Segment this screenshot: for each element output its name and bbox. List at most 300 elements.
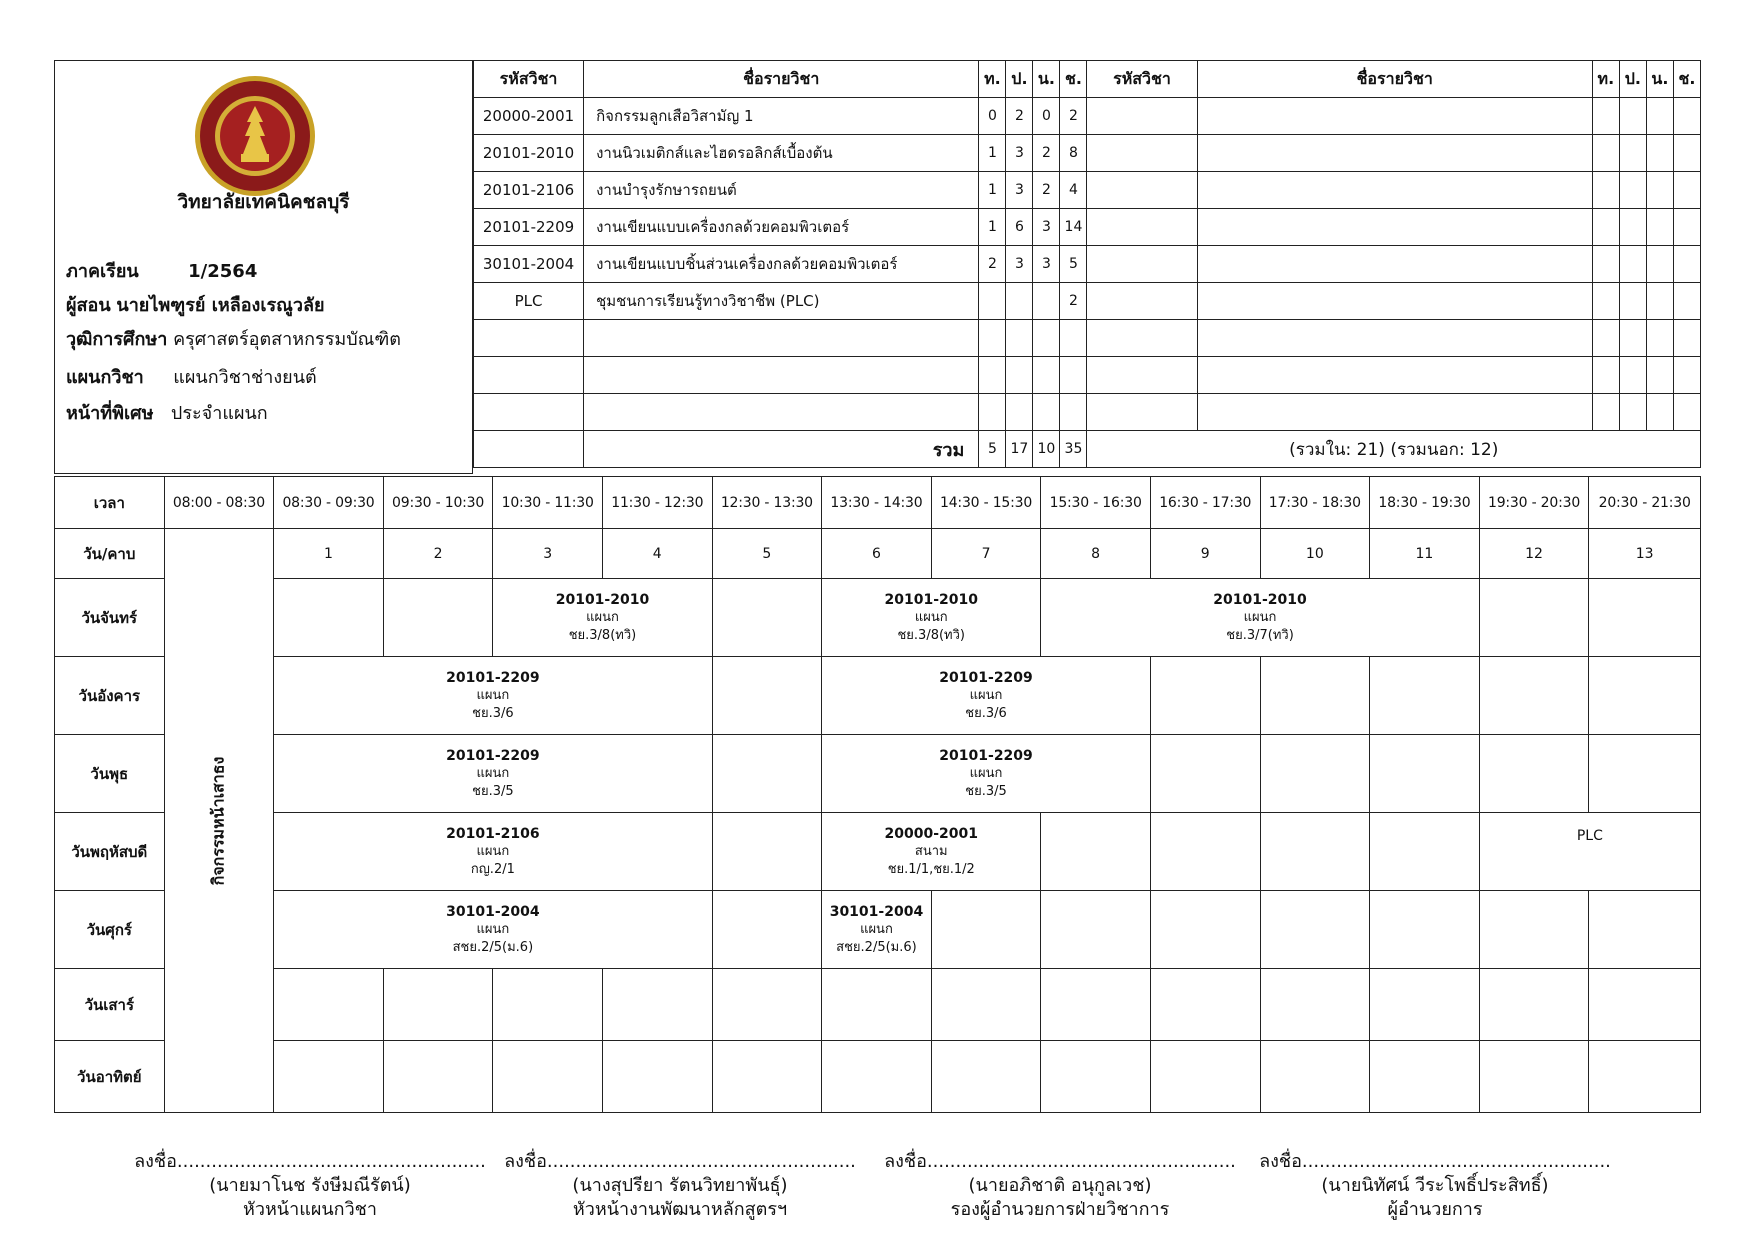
empty-slot: [1260, 813, 1370, 891]
empty-cell: [1087, 98, 1197, 135]
term-value: 1/2564: [188, 261, 258, 282]
empty-slot: [931, 1041, 1041, 1113]
empty-cell: [1006, 357, 1033, 394]
period-number: 8: [1041, 529, 1151, 579]
class-block: [274, 813, 712, 891]
empty-slot: [712, 813, 822, 891]
header-name-2: ชื่อรายวิชา: [1197, 61, 1592, 98]
empty-cell: [1619, 320, 1646, 357]
empty-cell: [1592, 357, 1619, 394]
empty-cell: [474, 357, 584, 394]
empty-cell: [1087, 209, 1197, 246]
subject-name: กิจกรรมลูกเสือวิสามัญ 1: [584, 98, 979, 135]
empty-slot: [712, 657, 822, 735]
signatory-title: รองผู้อำนวยการฝ่ายวิชาการ: [950, 1199, 1170, 1220]
empty-slot: [493, 1041, 603, 1113]
period-number: 10: [1260, 529, 1370, 579]
subject-code: 20101-2010: [474, 135, 584, 172]
day-row-monday: [55, 579, 1701, 657]
class-group: ชย.3/5: [965, 783, 1007, 799]
empty-cell: [1646, 320, 1673, 357]
signature-block: [870, 1150, 1250, 1222]
class-code: 30101-2004: [829, 903, 924, 920]
signatory-title: หัวหน้างานพัฒนาหลักสูตรฯ: [572, 1199, 788, 1220]
period-label: วัน/คาบ: [55, 529, 165, 579]
signature-line: ลงชื่อ......................................................: [1259, 1151, 1611, 1172]
empty-cell: [1646, 209, 1673, 246]
empty-slot: [493, 969, 603, 1041]
empty-slot: [1479, 969, 1589, 1041]
empty-slot: [712, 579, 822, 657]
empty-slot: [931, 969, 1041, 1041]
period-number: 13: [1589, 529, 1701, 579]
class-group: ชย.3/8(ทวิ): [568, 627, 637, 643]
empty-slot: [1260, 1041, 1370, 1113]
subject-n: 3: [1033, 209, 1060, 246]
class-group: สชย.2/5(ม.6): [452, 939, 534, 955]
class-code: 20101-2106: [446, 825, 540, 842]
time-slot: 14:30 - 15:30: [931, 477, 1041, 529]
class-code: 20101-2010: [884, 591, 978, 608]
header-code-2: รหัสวิชา: [1087, 61, 1197, 98]
empty-cell: [1087, 320, 1197, 357]
period-number: 4: [602, 529, 712, 579]
subject-ch: 8: [1060, 135, 1087, 172]
header-t-2: ท.: [1592, 61, 1619, 98]
term-label: ภาคเรียน: [66, 261, 139, 282]
class-room: แผนก: [1243, 609, 1277, 625]
empty-cell: [474, 394, 584, 431]
empty-cell: [1673, 98, 1700, 135]
day-label: วันอาทิตย์: [55, 1041, 165, 1113]
subject-row: [474, 283, 1701, 320]
empty-cell: [1592, 135, 1619, 172]
subject-code: PLC: [474, 283, 584, 320]
empty-slot: [822, 969, 932, 1041]
subject-ch: 4: [1060, 172, 1087, 209]
subject-ch: 14: [1060, 209, 1087, 246]
empty-cell: [584, 394, 979, 431]
empty-slot: [1150, 813, 1260, 891]
class-group: ชย.3/6: [965, 705, 1007, 721]
day-label: วันจันทร์: [55, 579, 165, 657]
empty-cell: [1619, 283, 1646, 320]
class-code: 20101-2209: [446, 747, 540, 764]
day-row-sunday: [55, 1041, 1701, 1113]
empty-slot: [274, 579, 384, 657]
term-row: [66, 256, 257, 285]
morning-activity: กิจกรรมหน้าเสาธง: [208, 756, 228, 885]
class-block-plc: [1479, 813, 1700, 891]
header-ch-2: ช.: [1673, 61, 1700, 98]
class-code: 20101-2010: [555, 591, 650, 608]
subject-t: 1: [979, 209, 1006, 246]
period-number: 2: [383, 529, 493, 579]
empty-cell: [1087, 394, 1197, 431]
period-number: 6: [822, 529, 932, 579]
period-number: 12: [1479, 529, 1589, 579]
totals-row: [474, 431, 1701, 468]
dept-value: แผนกวิชาช่างยนต์: [173, 367, 317, 388]
signatory-name: (นายนิทัศน์ วีระโพธิ์ประสิทธิ์): [1321, 1175, 1549, 1196]
empty-cell: [1619, 209, 1646, 246]
subject-row-empty: [474, 394, 1701, 431]
class-group: ชย.1/1,ชย.1/2: [887, 861, 975, 877]
empty-cell: [1673, 357, 1700, 394]
empty-cell: [1197, 172, 1592, 209]
empty-slot: [1041, 969, 1151, 1041]
time-slot: 18:30 - 19:30: [1370, 477, 1480, 529]
class-block: [822, 813, 1041, 891]
time-slot: 17:30 - 18:30: [1260, 477, 1370, 529]
subject-table: [473, 60, 1701, 468]
period-number: 9: [1150, 529, 1260, 579]
class-code: 20000-2001: [884, 825, 978, 842]
empty-cell: [1006, 320, 1033, 357]
timetable: [54, 476, 1701, 1113]
subject-code: 20101-2106: [474, 172, 584, 209]
time-slot: 08:30 - 09:30: [274, 477, 384, 529]
subject-n: [1033, 283, 1060, 320]
totals-note: (รวมใน: 21) (รวมนอก: 12): [1087, 431, 1701, 468]
empty-slot: [383, 969, 493, 1041]
subject-p: [1006, 283, 1033, 320]
time-slot: 09:30 - 10:30: [383, 477, 493, 529]
signature-line: ลงชื่อ......................................................: [884, 1151, 1236, 1172]
empty-cell: [1060, 320, 1087, 357]
empty-cell: [1197, 98, 1592, 135]
empty-cell: [1592, 209, 1619, 246]
empty-cell: [1592, 394, 1619, 431]
day-label: วันศุกร์: [55, 891, 165, 969]
header-code: รหัสวิชา: [474, 61, 584, 98]
empty-slot: [1370, 969, 1480, 1041]
subject-code: 20101-2209: [474, 209, 584, 246]
period-row: [55, 529, 1701, 579]
empty-cell: [1197, 135, 1592, 172]
empty-slot: [1589, 969, 1701, 1041]
class-room: แผนก: [969, 687, 1003, 703]
empty-slot: [1370, 891, 1480, 969]
day-label: วันอังคาร: [55, 657, 165, 735]
class-room: แผนก: [860, 921, 893, 937]
empty-cell: [1646, 394, 1673, 431]
empty-slot: [1479, 891, 1589, 969]
empty-cell: [1592, 172, 1619, 209]
signature-block: [1245, 1150, 1625, 1222]
subject-name: ชุมชนการเรียนรู้ทางวิชาชีพ (PLC): [584, 283, 979, 320]
subject-header-row: [474, 61, 1701, 98]
class-code: PLC: [1576, 828, 1603, 844]
empty-slot: [1041, 891, 1151, 969]
subject-ch: 2: [1060, 98, 1087, 135]
empty-cell: [1087, 135, 1197, 172]
empty-cell: [1033, 357, 1060, 394]
college-name: วิทยาลัยเทคนิคชลบุรี: [177, 191, 350, 213]
empty-slot: [1370, 735, 1480, 813]
class-room: แผนก: [969, 765, 1003, 781]
header-n: น.: [1033, 61, 1060, 98]
empty-cell: [1592, 246, 1619, 283]
class-group: สชย.2/5(ม.6): [836, 939, 917, 955]
empty-slot: [1370, 1041, 1480, 1113]
empty-slot: [712, 891, 822, 969]
degree-label: วุฒิการศึกษา: [66, 329, 168, 350]
empty-cell: [979, 320, 1006, 357]
class-group: ชย.3/5: [472, 783, 514, 799]
empty-cell: [1619, 172, 1646, 209]
empty-cell: [1087, 246, 1197, 283]
empty-slot: [931, 891, 1041, 969]
class-group: ชย.3/8(ทวิ): [897, 627, 965, 643]
class-room: แผนก: [476, 687, 510, 703]
header-p: ป.: [1006, 61, 1033, 98]
class-block: [493, 579, 712, 657]
subject-p: 3: [1006, 246, 1033, 283]
empty-cell: [1592, 98, 1619, 135]
empty-cell: [1087, 357, 1197, 394]
subject-name: งานนิวเมติกส์และไฮดรอลิกส์เบื้องต้น: [584, 135, 979, 172]
empty-slot: [383, 1041, 493, 1113]
empty-cell: [1673, 320, 1700, 357]
subject-code: 30101-2004: [474, 246, 584, 283]
class-block: [1041, 579, 1479, 657]
empty-slot: [1479, 735, 1589, 813]
class-room: แผนก: [586, 609, 619, 625]
empty-cell: [1646, 172, 1673, 209]
empty-slot: [1041, 813, 1151, 891]
empty-slot: [1150, 1041, 1260, 1113]
class-code: 30101-2004: [446, 903, 540, 920]
empty-cell: [474, 431, 584, 468]
empty-slot: [602, 969, 712, 1041]
subject-row: [474, 209, 1701, 246]
empty-slot: [1589, 735, 1701, 813]
header-ch: ช.: [1060, 61, 1087, 98]
time-slot: 15:30 - 16:30: [1041, 477, 1151, 529]
signatory-title: หัวหน้าแผนกวิชา: [242, 1199, 378, 1220]
time-label: เวลา: [55, 477, 165, 529]
empty-slot: [1479, 657, 1589, 735]
signature-line: ลงชื่อ......................................................: [134, 1151, 486, 1172]
empty-slot: [1260, 657, 1370, 735]
class-code: 20101-2209: [939, 747, 1033, 764]
empty-slot: [1260, 735, 1370, 813]
empty-cell: [1087, 283, 1197, 320]
subject-ch: 5: [1060, 246, 1087, 283]
empty-slot: [712, 1041, 822, 1113]
subject-row: [474, 246, 1701, 283]
degree-value: ครุศาสตร์อุตสาหกรรมบัณฑิต: [173, 329, 401, 350]
subject-t: 1: [979, 135, 1006, 172]
time-slot: 11:30 - 12:30: [602, 477, 712, 529]
subject-row: [474, 135, 1701, 172]
empty-slot: [274, 969, 384, 1041]
signature-block: [120, 1150, 500, 1222]
dept-label: แผนกวิชา: [66, 367, 144, 388]
period-number: 5: [712, 529, 822, 579]
empty-cell: [1646, 98, 1673, 135]
empty-cell: [1646, 246, 1673, 283]
teacher-row: [66, 290, 325, 319]
empty-slot: [1150, 735, 1260, 813]
header-n-2: น.: [1646, 61, 1673, 98]
total-t: 5: [979, 431, 1006, 468]
period-number: 3: [493, 529, 603, 579]
time-slot: 20:30 - 21:30: [1589, 477, 1701, 529]
duty-label: หน้าที่พิเศษ: [66, 403, 154, 424]
empty-cell: [1673, 394, 1700, 431]
class-group: ชย.3/6: [472, 705, 514, 721]
subject-row: [474, 98, 1701, 135]
empty-cell: [474, 320, 584, 357]
empty-cell: [1619, 357, 1646, 394]
class-block: [822, 579, 1041, 657]
empty-cell: [1087, 172, 1197, 209]
empty-cell: [1646, 283, 1673, 320]
signatory-title: ผู้อำนวยการ: [1387, 1199, 1483, 1220]
empty-slot: [1041, 1041, 1151, 1113]
empty-slot: [1479, 579, 1589, 657]
time-row: [55, 477, 1701, 529]
day-row-saturday: [55, 969, 1701, 1041]
class-room: แผนก: [914, 609, 948, 625]
subject-p: 6: [1006, 209, 1033, 246]
empty-cell: [1673, 172, 1700, 209]
dept-row: [66, 362, 317, 391]
empty-slot: [1370, 813, 1480, 891]
empty-slot: [602, 1041, 712, 1113]
empty-slot: [1150, 969, 1260, 1041]
class-group: ชย.3/7(ทวิ): [1226, 627, 1294, 643]
day-label: วันพุธ: [55, 735, 165, 813]
time-slot: 13:30 - 14:30: [822, 477, 932, 529]
class-code: 20101-2209: [446, 669, 540, 686]
empty-cell: [1197, 283, 1592, 320]
class-room: แผนก: [476, 765, 510, 781]
time-slot: 10:30 - 11:30: [493, 477, 603, 529]
empty-cell: [1619, 98, 1646, 135]
empty-slot: [1150, 891, 1260, 969]
day-row-thursday: [55, 813, 1701, 891]
empty-cell: [1646, 135, 1673, 172]
class-group: กญ.2/1: [470, 861, 515, 877]
empty-slot: [383, 579, 493, 657]
morning-activity-cell: [164, 529, 274, 1113]
signatory-name: (นางสุปรียา รัตนวิทยาพันธุ์): [572, 1175, 788, 1196]
empty-slot: [822, 1041, 932, 1113]
time-slot: 12:30 - 13:30: [712, 477, 822, 529]
empty-cell: [1592, 320, 1619, 357]
day-row-friday: [55, 891, 1701, 969]
subject-ch: 2: [1060, 283, 1087, 320]
empty-cell: [584, 320, 979, 357]
empty-cell: [1197, 394, 1592, 431]
empty-cell: [1060, 394, 1087, 431]
signatory-name: (นายอภิชาติ อนุกูลเวช): [968, 1175, 1152, 1196]
subject-code: 20000-2001: [474, 98, 584, 135]
empty-cell: [1197, 357, 1592, 394]
subject-n: 3: [1033, 246, 1060, 283]
total-ch: 35: [1060, 431, 1087, 468]
class-room: แผนก: [476, 921, 510, 937]
empty-cell: [1006, 394, 1033, 431]
subject-n: 2: [1033, 135, 1060, 172]
subject-p: 3: [1006, 172, 1033, 209]
header-name: ชื่อรายวิชา: [584, 61, 979, 98]
time-slot: 19:30 - 20:30: [1479, 477, 1589, 529]
empty-slot: [1370, 657, 1480, 735]
class-block: [822, 891, 932, 969]
empty-cell: [1060, 357, 1087, 394]
class-block: [822, 735, 1151, 813]
class-room: สนาม: [914, 843, 948, 859]
totals-label: รวม: [584, 431, 979, 468]
subject-n: 2: [1033, 172, 1060, 209]
subject-name: งานบำรุงรักษารถยนต์: [584, 172, 979, 209]
day-row-wednesday: [55, 735, 1701, 813]
total-n: 10: [1033, 431, 1060, 468]
header-t: ท.: [979, 61, 1006, 98]
empty-cell: [1197, 209, 1592, 246]
empty-cell: [979, 357, 1006, 394]
empty-cell: [1673, 209, 1700, 246]
subject-name: งานเขียนแบบเครื่องกลด้วยคอมพิวเตอร์: [584, 209, 979, 246]
empty-cell: [1197, 320, 1592, 357]
empty-cell: [584, 357, 979, 394]
subject-n: 0: [1033, 98, 1060, 135]
signature-block: [490, 1150, 870, 1222]
empty-cell: [1033, 320, 1060, 357]
class-code: 20101-2010: [1213, 591, 1307, 608]
day-row-tuesday: [55, 657, 1701, 735]
empty-cell: [1673, 246, 1700, 283]
empty-slot: [1260, 891, 1370, 969]
subject-t: 2: [979, 246, 1006, 283]
empty-slot: [274, 1041, 384, 1113]
subject-name: งานเขียนแบบชิ้นส่วนเครื่องกลด้วยคอมพิวเตอร์: [584, 246, 979, 283]
time-slot: 16:30 - 17:30: [1150, 477, 1260, 529]
empty-cell: [979, 394, 1006, 431]
empty-slot: [1589, 891, 1701, 969]
empty-cell: [1673, 283, 1700, 320]
total-p: 17: [1006, 431, 1033, 468]
class-code: 20101-2209: [939, 669, 1033, 686]
duty-value: ประจำแผนก: [170, 403, 268, 424]
day-label: วันเสาร์: [55, 969, 165, 1041]
subject-p: 2: [1006, 98, 1033, 135]
teacher-value: นายไพฑูรย์ เหลืองเรณูวลัย: [116, 295, 325, 316]
empty-slot: [1260, 969, 1370, 1041]
empty-slot: [1479, 1041, 1589, 1113]
empty-slot: [1150, 657, 1260, 735]
empty-cell: [1033, 394, 1060, 431]
degree-row: [66, 324, 401, 353]
day-label: วันพฤหัสบดี: [55, 813, 165, 891]
period-number: 1: [274, 529, 384, 579]
subject-row-empty: [474, 320, 1701, 357]
subject-p: 3: [1006, 135, 1033, 172]
class-block: [822, 657, 1151, 735]
empty-cell: [1619, 135, 1646, 172]
header-p-2: ป.: [1619, 61, 1646, 98]
class-block: [274, 735, 712, 813]
subject-row-empty: [474, 357, 1701, 394]
class-block: [274, 891, 712, 969]
empty-slot: [712, 735, 822, 813]
empty-cell: [1619, 246, 1646, 283]
subject-t: [979, 283, 1006, 320]
